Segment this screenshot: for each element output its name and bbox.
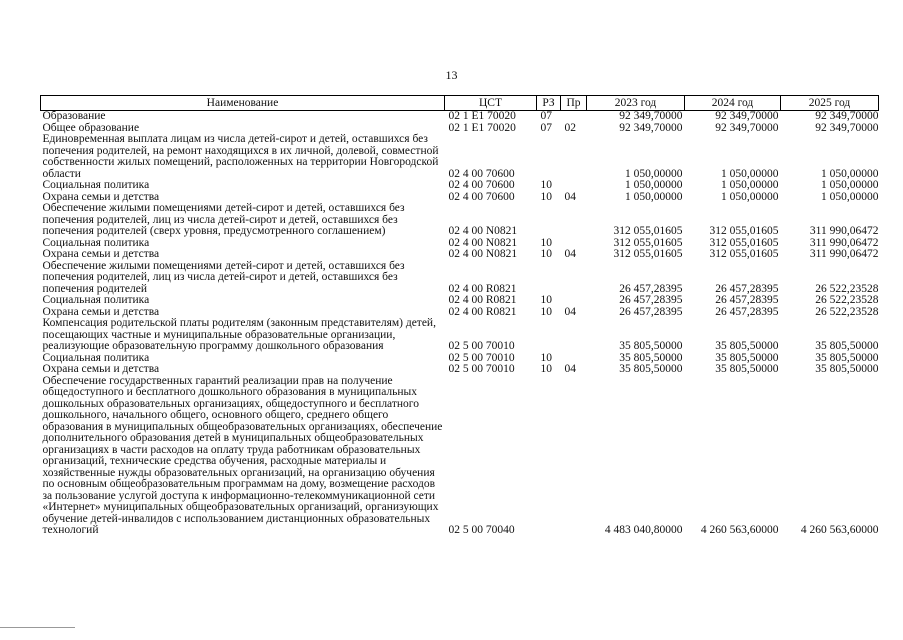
- cell-2023: 35 805,50000: [619, 363, 683, 375]
- cell-2023: 312 055,01605: [613, 225, 683, 237]
- cell-2024: 26 457,28395: [715, 305, 779, 318]
- cell-name: Образование: [42, 110, 106, 122]
- cell-2025: 92 349,70000: [815, 121, 879, 134]
- cell-rz: 10: [540, 190, 552, 203]
- cell-name: Единовременная выплата лицам из числа детей-сирот и детей, оставшихся без попечения родителей, на ремонт находящихся в их личной, долевой, совместной собственности жилых помещений, расположенных на территории Новгородской области: [42, 133, 439, 180]
- cell-2023: 312 055,01605: [613, 236, 683, 249]
- cell-2023: 35 805,50000: [619, 351, 683, 364]
- header-pr: Пр: [561, 96, 587, 111]
- table-row: [41, 376, 879, 537]
- cell-2024: 92 349,70000: [715, 121, 779, 134]
- cell-2024: 35 805,50000: [715, 363, 779, 375]
- cell-2025: 92 349,70000: [815, 110, 879, 122]
- footer-divider: [0, 627, 75, 628]
- cell-pr: [561, 376, 587, 537]
- cell-rz: 10: [540, 363, 552, 375]
- cell-cst: 02 5 00 70010: [448, 340, 515, 352]
- cell-2025: 311 990,06472: [809, 236, 879, 249]
- cell-rz: 10: [540, 351, 552, 364]
- cell-2025: 35 805,50000: [815, 363, 879, 375]
- cell-rz: 10: [540, 236, 552, 249]
- cell-pr: [561, 134, 587, 180]
- cell-name: Охрана семьи и детства: [42, 248, 160, 260]
- cell-pr: [561, 203, 587, 238]
- cell-2025: 26 522,23528: [815, 282, 879, 295]
- cell-2024: 92 349,70000: [715, 110, 779, 122]
- header-name: Наименование: [41, 96, 445, 111]
- cell-rz: [537, 134, 561, 180]
- cell-cst: 02 5 00 70040: [448, 524, 515, 536]
- cell-name: Общее образование: [42, 121, 140, 134]
- cell-rz: [537, 318, 561, 353]
- cell-cst: 02 5 00 70010: [448, 363, 515, 375]
- cell-2023: 1 050,00000: [625, 190, 683, 203]
- cell-name: Обеспечение жилыми помещениями детей-сирот и детей, оставшихся без попечения родителей, лиц из числа детей-сирот и детей, оставшихся без попечения родителей (сверх уровня, предусмотренного соглашением): [42, 202, 405, 237]
- cell-cst: 02 5 00 70010: [448, 351, 515, 364]
- cell-2023: 92 349,70000: [619, 110, 683, 122]
- cell-name: Социальная политика: [42, 351, 150, 364]
- cell-name: Охрана семьи и детства: [42, 190, 160, 203]
- cell-rz: [537, 203, 561, 238]
- cell-pr: [561, 261, 587, 296]
- table-row: [41, 180, 879, 192]
- cell-2025: 35 805,50000: [815, 340, 879, 352]
- cell-cst: 02 4 00 70600: [448, 167, 515, 180]
- table-row: [41, 261, 879, 296]
- cell-2024: 312 055,01605: [709, 248, 779, 260]
- cell-pr: 04: [564, 363, 576, 375]
- cell-rz: 10: [540, 294, 552, 306]
- cell-name: Охрана семьи и детства: [42, 363, 160, 375]
- table-header: [41, 96, 879, 111]
- cell-pr: 04: [564, 305, 576, 318]
- cell-2023: 26 457,28395: [619, 294, 683, 306]
- header-2025: 2025 год: [781, 96, 879, 111]
- cell-rz: 07: [540, 121, 552, 134]
- header-2024: 2024 год: [685, 96, 781, 111]
- page-number: 13: [445, 68, 458, 82]
- budget-table: [40, 95, 879, 537]
- cell-name: Социальная политика: [42, 179, 150, 191]
- header-2023: 2023 год: [587, 96, 685, 111]
- cell-2023: 312 055,01605: [613, 248, 683, 260]
- table-row: [41, 318, 879, 353]
- cell-2023: 26 457,28395: [619, 282, 683, 295]
- cell-2024: 1 050,00000: [721, 190, 779, 203]
- cell-rz: 10: [540, 305, 552, 318]
- cell-2025: 311 990,06472: [809, 225, 879, 237]
- cell-rz: 10: [540, 179, 552, 191]
- table-body: [41, 111, 879, 537]
- cell-rz: [537, 261, 561, 296]
- cell-cst: 02 4 00 70600: [448, 190, 515, 203]
- cell-name: Социальная политика: [42, 294, 150, 306]
- cell-name: Обеспечение государственных гарантий реализации прав на получение общедоступного и бесплатного дошкольного образования в муниципальных дошкольных образовательных организациях, общедоступного и бесплатного дошкольного, начального общего, основного общего, среднего общего образования в муниципальных общеобразовательных организациях, обеспечение дополнительного образования детей в муниципальных общеобразовательных организациях в части расходов на оплату труда работникам образовательных организаций, технические средства обучения, расходные материалы и хозяйственные нужды образовательных организаций, на организацию обучения по основным общеобразовательным программам на дому, возмещение расходов за пользование услугой доступа к информационно-телекоммуникационной сети «Интернет» муниципальных общеобразовательных организаций, организующих обучение детей-инвалидов с использованием дистанционных образовательных технологий: [42, 374, 443, 536]
- cell-2024: 312 055,01605: [709, 225, 779, 237]
- cell-cst: 02 4 00 70600: [448, 179, 515, 191]
- table-row: [41, 111, 879, 123]
- cell-cst: 02 4 00 N0821: [448, 236, 518, 249]
- cell-2025: 1 050,00000: [821, 167, 879, 180]
- cell-2023: 26 457,28395: [619, 305, 683, 318]
- cell-2023: 92 349,70000: [619, 121, 683, 134]
- cell-2025: 26 522,23528: [815, 305, 879, 318]
- cell-rz: 07: [540, 110, 552, 122]
- cell-cst: 02 4 00 N0821: [448, 225, 518, 237]
- cell-pr: [561, 318, 587, 353]
- cell-2023: 4 483 040,80000: [604, 524, 683, 536]
- table-row: [41, 134, 879, 180]
- cell-2024: 4 260 563,60000: [700, 524, 779, 536]
- cell-pr: [561, 180, 587, 192]
- header-rz: РЗ: [537, 96, 561, 111]
- cell-2024: 26 457,28395: [715, 282, 779, 295]
- cell-2025: 4 260 563,60000: [800, 524, 879, 536]
- cell-name: Социальная политика: [42, 236, 150, 249]
- cell-2025: 26 522,23528: [815, 294, 879, 306]
- cell-name: Обеспечение жилыми помещениями детей-сирот и детей, оставшихся без попечения родителей, лиц из числа детей-сирот и детей, оставшихся без попечения родителей: [42, 259, 405, 295]
- table-row: [41, 364, 879, 376]
- header-cst: ЦСТ: [445, 96, 537, 111]
- cell-pr: 02: [564, 121, 576, 134]
- cell-2024: 312 055,01605: [709, 236, 779, 249]
- cell-name: Охрана семьи и детства: [42, 305, 160, 318]
- table-row: [41, 249, 879, 261]
- cell-cst: 02 4 00 N0821: [448, 248, 518, 260]
- cell-cst: 02 4 00 R0821: [448, 282, 517, 295]
- cell-2025: 1 050,00000: [821, 179, 879, 191]
- cell-2023: 35 805,50000: [619, 340, 683, 352]
- cell-2024: 35 805,50000: [715, 340, 779, 352]
- cell-2025: 35 805,50000: [815, 351, 879, 364]
- table-row: [41, 295, 879, 307]
- cell-2025: 311 990,06472: [809, 248, 879, 260]
- cell-pr: [561, 295, 587, 307]
- cell-pr: 04: [564, 248, 576, 260]
- cell-cst: 02 1 E1 70020: [448, 121, 516, 134]
- cell-rz: 10: [540, 248, 552, 260]
- cell-rz: [537, 376, 561, 537]
- cell-2023: 1 050,00000: [625, 167, 683, 180]
- cell-cst: 02 1 E1 70020: [448, 110, 516, 122]
- cell-2023: 1 050,00000: [625, 179, 683, 191]
- cell-2024: 1 050,00000: [721, 167, 779, 180]
- cell-pr: [561, 111, 587, 123]
- cell-cst: 02 4 00 R0821: [448, 294, 517, 306]
- cell-2024: 35 805,50000: [715, 351, 779, 364]
- cell-2025: 1 050,00000: [821, 190, 879, 203]
- cell-cst: 02 4 00 R0821: [448, 305, 517, 318]
- table-row: [41, 203, 879, 238]
- cell-pr: 04: [564, 190, 576, 203]
- cell-2024: 26 457,28395: [715, 294, 779, 306]
- cell-name: Компенсация родительской платы родителям (законным представителям) детей, посещающих частные и муниципальные образовательные организации, реализующие образовательную программу дошкольного образования: [42, 317, 436, 352]
- cell-2024: 1 050,00000: [721, 179, 779, 191]
